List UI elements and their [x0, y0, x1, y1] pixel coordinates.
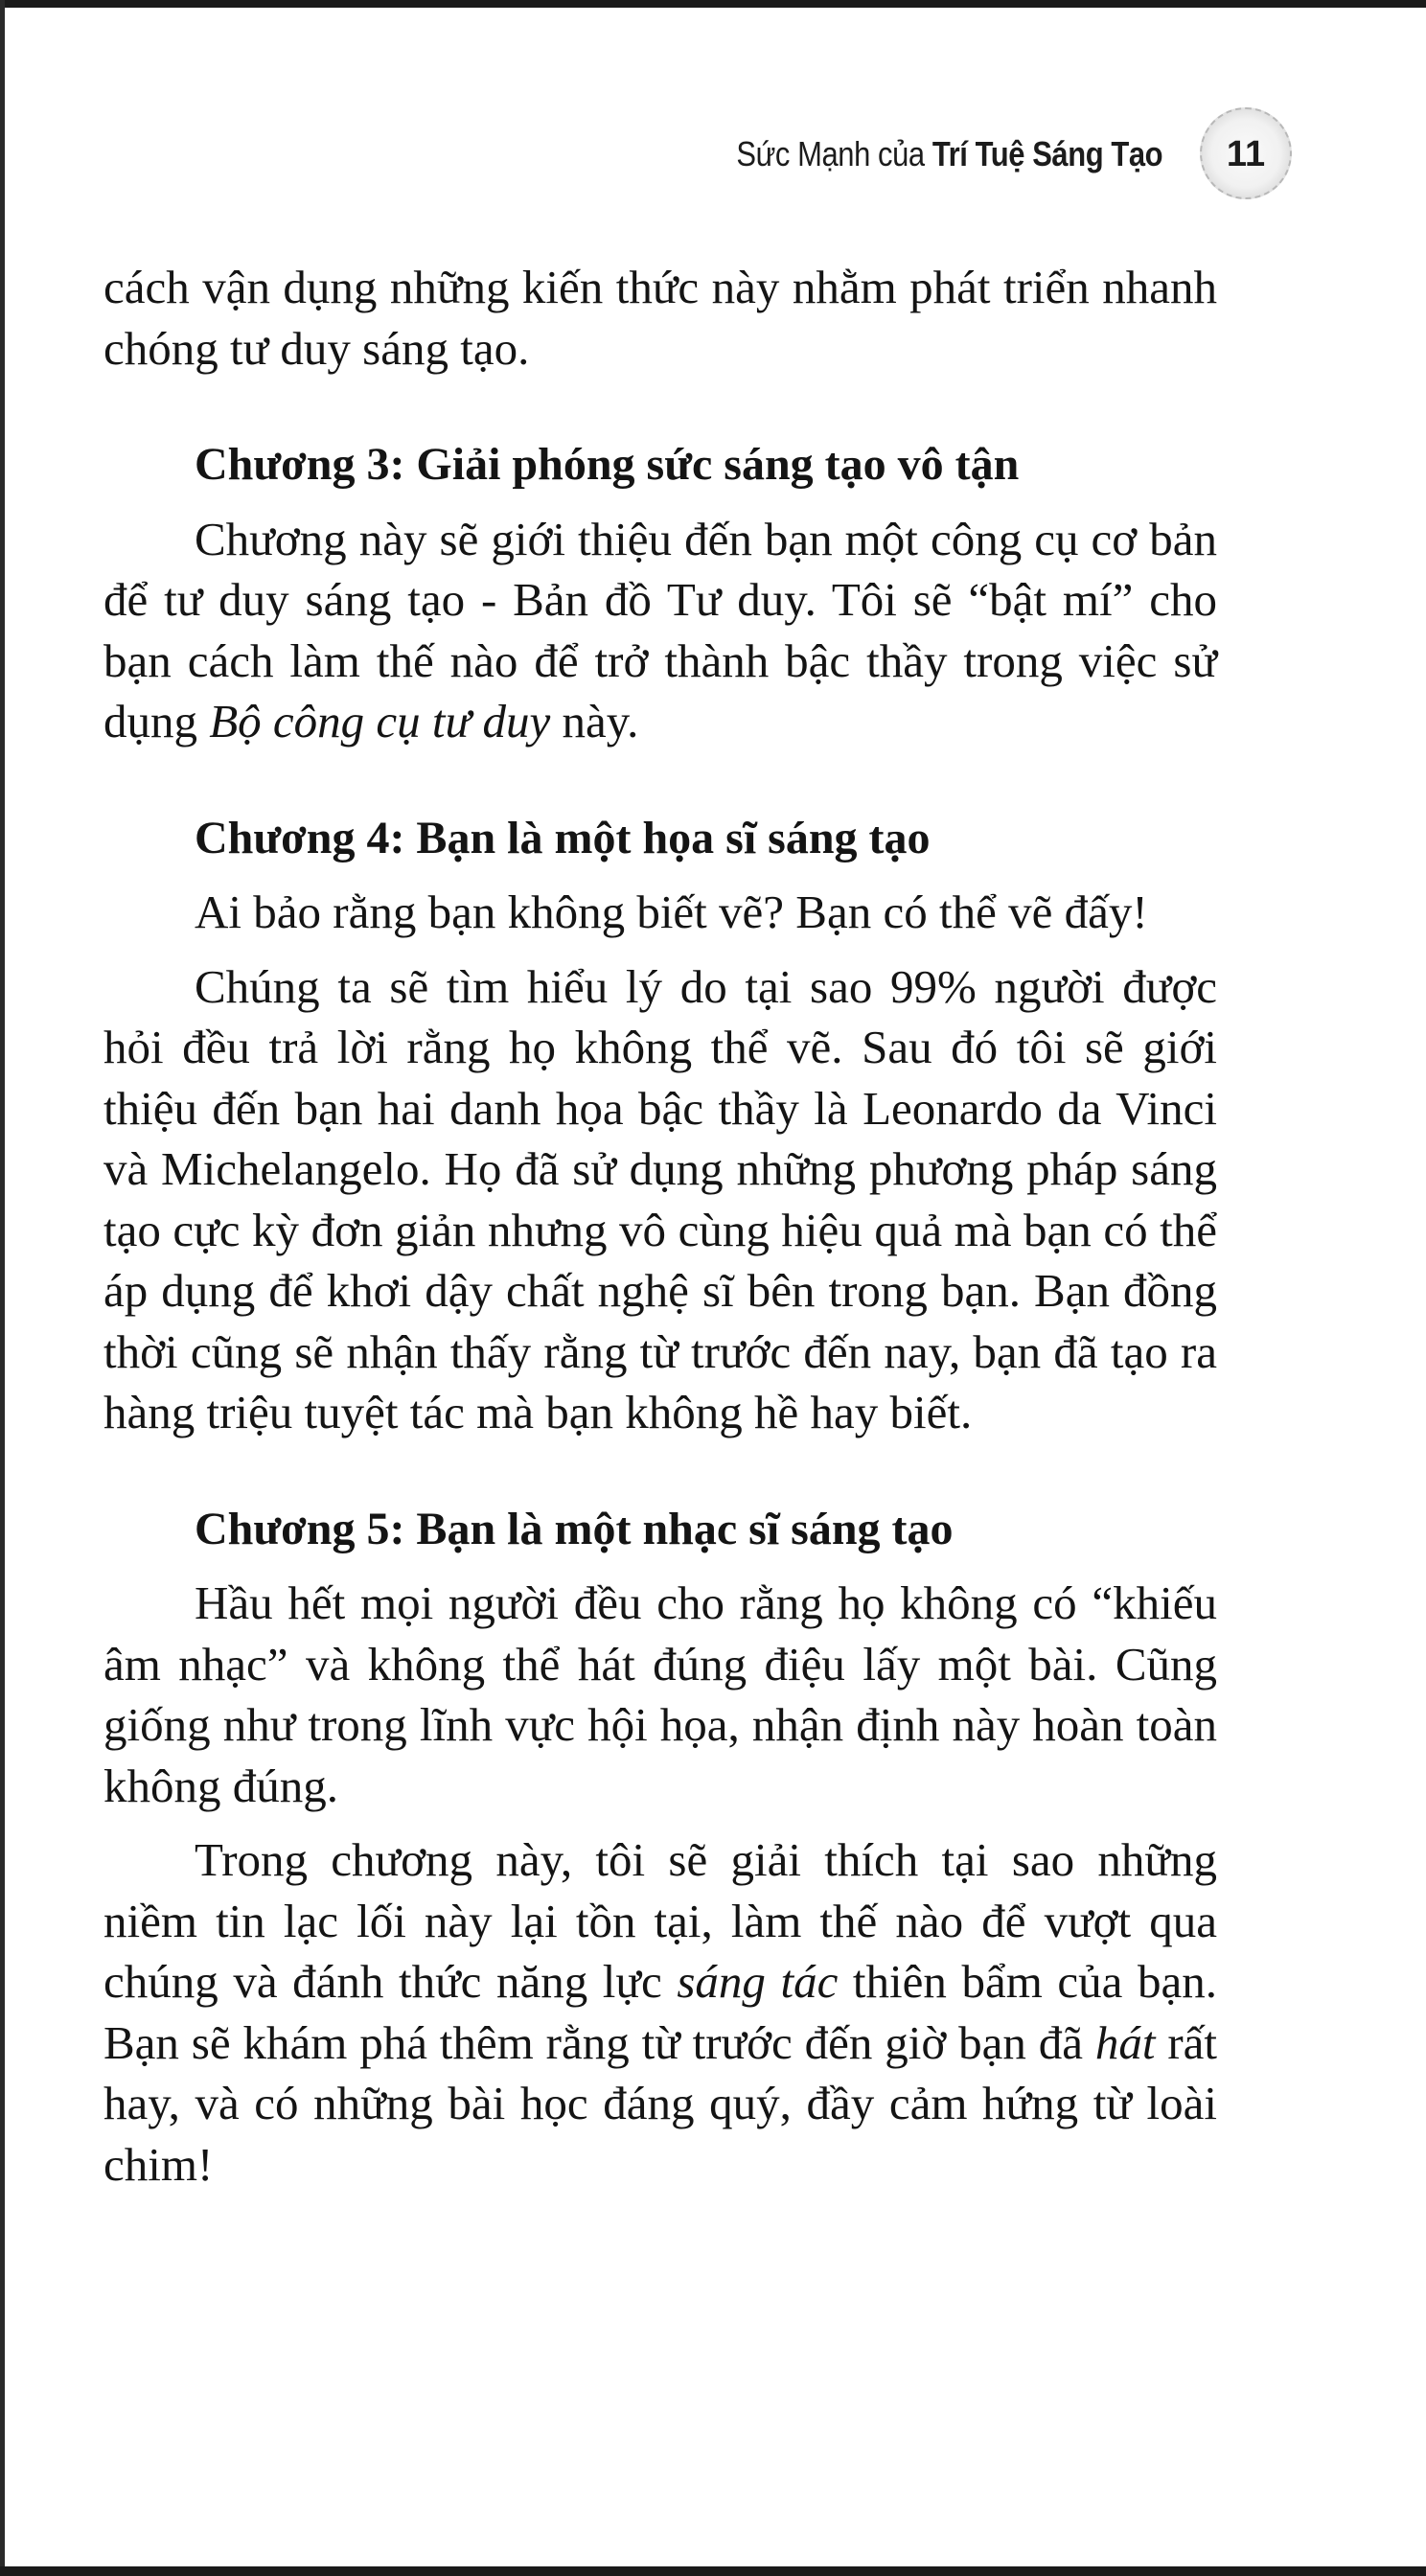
running-title-plain: Sức Mạnh của	[736, 134, 925, 173]
running-title-bold: Trí Tuệ Sáng Tạo	[932, 134, 1162, 173]
running-header	[736, 134, 1162, 174]
intro-paragraph: cách vận dụng những kiến thức này nhằm phát triển nhanh chóng tư duy sáng tạo.	[104, 261, 1217, 375]
chapter-3-emphasis: Bộ công cụ tư duy	[209, 695, 551, 748]
chapter-5-paragraph-2: Trong chương này, tôi sẽ giải thích tại sao những niềm tin lạc lối này lại tồn tại, làm thế nào để vượt qua chúng và đánh thức năng lực sáng tác thiên bẩm của bạn. Bạn sẽ khám phá thêm rằng từ trước đến giờ bạn đã hát rất hay, và có những bài học đáng quý, đầy cảm hứng từ loài chim!	[104, 1833, 1217, 2191]
chapter-5-paragraph-1: Hầu hết mọi người đều cho rằng họ không có “khiếu âm nhạc” và không thể hát đúng điệu lấy một bài. Cũng giống như trong lĩnh vực hội họa, nhận định này hoàn toàn không đúng.	[104, 1576, 1217, 1812]
chapter-3-paragraph: Chương này sẽ giới thiệu đến bạn một công cụ cơ bản để tư duy sáng tạo - Bản đồ Tư duy. Tôi sẽ “bật mí” cho bạn cách làm thế nào để trở thành bậc thầy trong việc sử dụng Bộ công cụ tư duy này.	[104, 512, 1217, 748]
chapter-4-paragraph-2: Chúng ta sẽ tìm hiểu lý do tại sao 99% người được hỏi đều trả lời rằng họ không thể vẽ. Sau đó tôi sẽ giới thiệu đến bạn hai danh họa bậc thầy là Leonardo da Vinci và Michelangelo. Họ đã sử dụng những phương pháp sáng tạo cực kỳ đơn giản nhưng vô cùng hiệu quả mà bạn có thể áp dụng để khơi dậy chất nghệ sĩ bên trong bạn. Bạn đồng thời cũng sẽ nhận thấy rằng từ trước đến nay, bạn đã tạo ra hàng triệu tuyệt tác mà bạn không hề hay biết.	[104, 959, 1217, 1438]
page-left-edge	[0, 0, 5, 2576]
chapter-5-heading: Chương 5: Bạn là một nhạc sĩ sáng tạo	[195, 1503, 954, 1554]
chapter-4-heading: Chương 4: Bạn là một họa sĩ sáng tạo	[195, 812, 931, 863]
chapter-5-emphasis-1: sáng tác	[677, 1955, 839, 2008]
chapter-4-paragraph-1: Ai bảo rằng bạn không biết vẽ? Bạn có thể vẽ đấy!	[195, 886, 1148, 938]
page-number: 11	[1226, 134, 1266, 174]
chapter-3-heading: Chương 3: Giải phóng sức sáng tạo vô tận	[195, 439, 1020, 490]
page-top-edge	[0, 0, 1426, 8]
page-bottom-edge	[0, 2566, 1426, 2576]
chapter-5-emphasis-2: hát	[1094, 2015, 1156, 2069]
page-body	[104, 257, 1217, 2195]
